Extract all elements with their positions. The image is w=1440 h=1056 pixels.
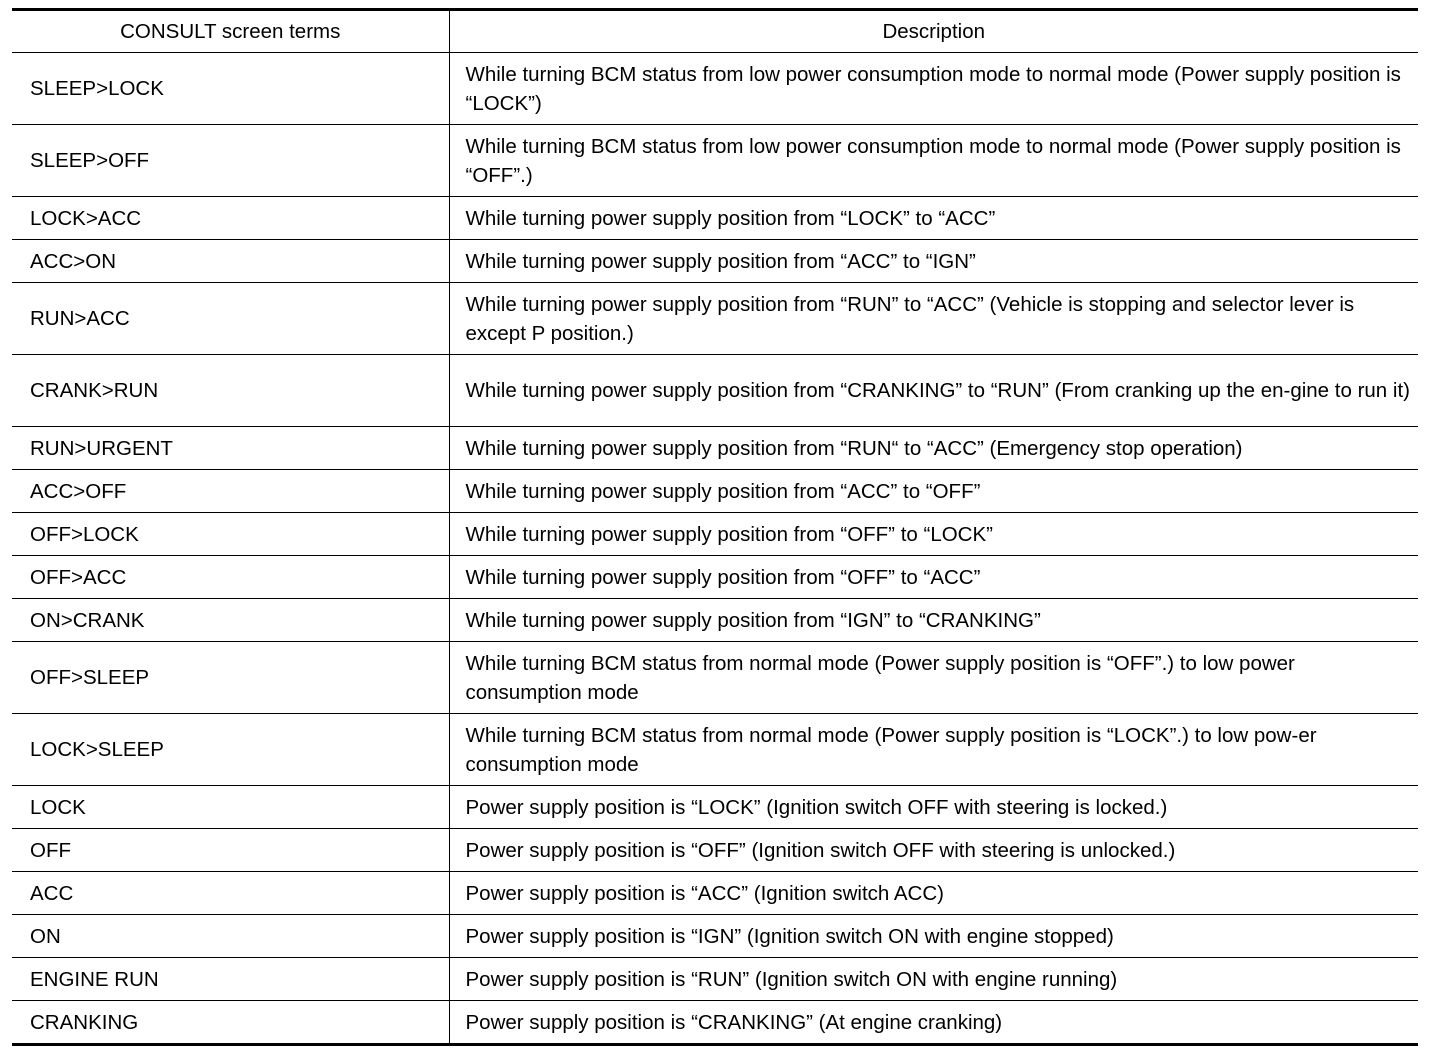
description-cell: Power supply position is “OFF” (Ignition switch OFF with steering is unlocked.) xyxy=(449,829,1418,872)
term-cell: ENGINE RUN xyxy=(12,958,449,1001)
table-row xyxy=(12,556,1418,599)
consult-terms-table xyxy=(12,8,1418,1046)
description-cell: Power supply position is “ACC” (Ignition switch ACC) xyxy=(449,872,1418,915)
term-cell: OFF xyxy=(12,829,449,872)
table-row xyxy=(12,714,1418,786)
term-cell: CRANK>RUN xyxy=(12,355,449,427)
table-row xyxy=(12,53,1418,125)
description-cell: While turning power supply position from “CRANKING” to “RUN” (From cranking up the en-gine to run it) xyxy=(449,355,1418,427)
description-cell: Power supply position is “LOCK” (Ignition switch OFF with steering is locked.) xyxy=(449,786,1418,829)
description-cell: While turning power supply position from “LOCK” to “ACC” xyxy=(449,197,1418,240)
description-cell: While turning power supply position from “RUN“ to “ACC” (Emergency stop operation) xyxy=(449,427,1418,470)
term-cell: RUN>ACC xyxy=(12,283,449,355)
description-cell: While turning BCM status from normal mode (Power supply position is “LOCK”.) to low pow-er consumption mode xyxy=(449,714,1418,786)
description-cell: While turning power supply position from “OFF” to “ACC” xyxy=(449,556,1418,599)
table-row xyxy=(12,1001,1418,1045)
description-cell: While turning BCM status from low power consumption mode to normal mode (Power supply position is “LOCK”) xyxy=(449,53,1418,125)
table-row xyxy=(12,599,1418,642)
term-cell: CRANKING xyxy=(12,1001,449,1045)
description-cell: While turning power supply position from “RUN” to “ACC” (Vehicle is stopping and selector lever is except P position.) xyxy=(449,283,1418,355)
table-row xyxy=(12,829,1418,872)
term-cell: RUN>URGENT xyxy=(12,427,449,470)
table-row xyxy=(12,958,1418,1001)
table-row xyxy=(12,786,1418,829)
table-row xyxy=(12,240,1418,283)
description-cell: Power supply position is “CRANKING” (At engine cranking) xyxy=(449,1001,1418,1045)
table-row xyxy=(12,197,1418,240)
term-cell: LOCK>ACC xyxy=(12,197,449,240)
term-cell: ACC>ON xyxy=(12,240,449,283)
table-row xyxy=(12,283,1418,355)
term-cell: ON xyxy=(12,915,449,958)
description-cell: While turning power supply position from “ACC” to “IGN” xyxy=(449,240,1418,283)
table-row xyxy=(12,513,1418,556)
description-cell: Power supply position is “IGN” (Ignition switch ON with engine stopped) xyxy=(449,915,1418,958)
term-cell: SLEEP>OFF xyxy=(12,125,449,197)
description-cell: While turning BCM status from normal mode (Power supply position is “OFF”.) to low power consumption mode xyxy=(449,642,1418,714)
consult-terms-table-container xyxy=(12,8,1418,1046)
description-cell: While turning power supply position from “OFF” to “LOCK” xyxy=(449,513,1418,556)
description-cell: While turning power supply position from “ACC” to “OFF” xyxy=(449,470,1418,513)
term-cell: LOCK>SLEEP xyxy=(12,714,449,786)
term-cell: OFF>ACC xyxy=(12,556,449,599)
table-row xyxy=(12,355,1418,427)
table-row xyxy=(12,642,1418,714)
term-cell: SLEEP>LOCK xyxy=(12,53,449,125)
table-header-row xyxy=(12,10,1418,53)
table-row xyxy=(12,915,1418,958)
table-row xyxy=(12,125,1418,197)
term-cell: OFF>LOCK xyxy=(12,513,449,556)
term-cell: ON>CRANK xyxy=(12,599,449,642)
table-row xyxy=(12,470,1418,513)
term-cell: LOCK xyxy=(12,786,449,829)
term-cell: OFF>SLEEP xyxy=(12,642,449,714)
table-row xyxy=(12,427,1418,470)
description-cell: While turning power supply position from “IGN” to “CRANKING” xyxy=(449,599,1418,642)
term-cell: ACC>OFF xyxy=(12,470,449,513)
description-cell: Power supply position is “RUN” (Ignition switch ON with engine running) xyxy=(449,958,1418,1001)
table-body xyxy=(12,53,1418,1045)
description-cell: While turning BCM status from low power consumption mode to normal mode (Power supply position is “OFF”.) xyxy=(449,125,1418,197)
term-cell: ACC xyxy=(12,872,449,915)
column-header-terms: CONSULT screen terms xyxy=(12,10,449,53)
column-header-description: Description xyxy=(449,10,1418,53)
table-row xyxy=(12,872,1418,915)
